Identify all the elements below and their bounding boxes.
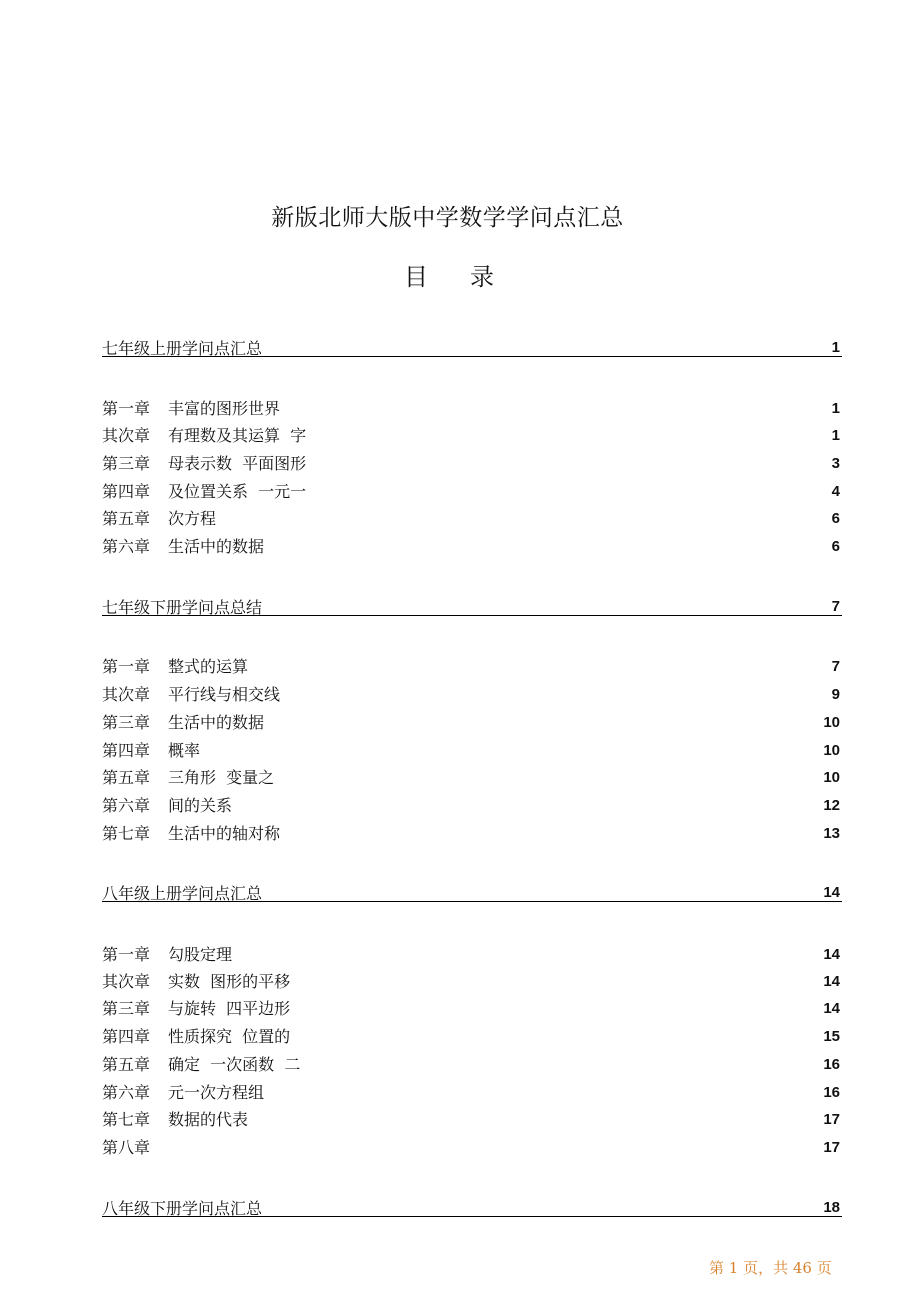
toc-entry-page: 17 <box>823 1111 840 1128</box>
toc-entry-name: 次方程 <box>168 509 217 528</box>
toc-entry[interactable] <box>102 1135 842 1161</box>
toc-entry-chapter: 其次章 <box>102 972 151 991</box>
toc-section-page: 7 <box>831 598 840 615</box>
toc-entry[interactable] <box>102 534 842 560</box>
toc-section-page: 18 <box>823 1199 840 1216</box>
toc-entry-page: 6 <box>831 538 840 555</box>
toc-entry[interactable] <box>102 765 842 791</box>
toc-entry[interactable] <box>102 1024 842 1050</box>
toc-entry[interactable] <box>102 710 842 736</box>
toc-section-row[interactable] <box>102 595 842 616</box>
toc-entry-page: 10 <box>823 769 840 786</box>
toc-entry-page: 9 <box>831 686 840 703</box>
toc-section-row[interactable] <box>102 881 842 902</box>
toc-section-label: 八年级下册学问点汇总 <box>102 1199 263 1218</box>
toc-entry[interactable] <box>102 793 842 819</box>
toc-entry-page: 10 <box>823 742 840 759</box>
toc-entry-chapter: 第一章 <box>102 657 151 676</box>
toc-entry-name: 实数 图形的平移 <box>168 972 291 991</box>
toc-entry-name: 确定 一次函数 二 <box>168 1055 301 1074</box>
page-footer: 第 1 页，共 46 页 <box>709 1259 832 1277</box>
toc-entry-chapter: 第七章 <box>102 824 151 843</box>
toc-heading: 目录 <box>404 263 536 291</box>
toc-entry-chapter: 第四章 <box>102 741 151 760</box>
toc-entry-page: 16 <box>823 1084 840 1101</box>
toc-entry-chapter: 第七章 <box>102 1110 151 1129</box>
toc-entry-page: 14 <box>823 1000 840 1017</box>
toc-entry-page: 13 <box>823 825 840 842</box>
toc-entry-chapter: 第三章 <box>102 999 151 1018</box>
toc-section-row[interactable] <box>102 336 842 357</box>
toc-entry-chapter: 第六章 <box>102 1083 151 1102</box>
toc-entry[interactable] <box>102 479 842 505</box>
toc-entry-chapter: 第三章 <box>102 713 151 732</box>
toc-entry-chapter: 第五章 <box>102 509 151 528</box>
toc-entry-name: 整式的运算 <box>168 657 249 676</box>
toc-entry-chapter: 第一章 <box>102 399 151 418</box>
toc-entry-chapter: 第五章 <box>102 1055 151 1074</box>
toc-entry-name: 性质探究 位置的 <box>168 1027 291 1046</box>
toc-entry-name: 间的关系 <box>168 796 233 815</box>
toc-entry-name: 与旋转 四平边形 <box>168 999 291 1018</box>
toc-entry-chapter: 第六章 <box>102 796 151 815</box>
toc-entry-page: 14 <box>823 946 840 963</box>
toc-section-page: 1 <box>831 339 840 356</box>
toc-entry-chapter: 第一章 <box>102 945 151 964</box>
toc-entry[interactable] <box>102 969 842 995</box>
toc-entry-name: 数据的代表 <box>168 1110 249 1129</box>
toc-entry-page: 15 <box>823 1028 840 1045</box>
toc-section-row[interactable] <box>102 1196 842 1217</box>
toc-entry-page: 16 <box>823 1056 840 1073</box>
toc-entry-name: 三角形 变量之 <box>168 768 275 787</box>
toc-entry-chapter: 第五章 <box>102 768 151 787</box>
toc-section-page: 14 <box>823 884 840 901</box>
toc-entry[interactable] <box>102 506 842 532</box>
toc-entry-name: 母表示数 平面图形 <box>168 454 307 473</box>
toc-entry-page: 3 <box>831 455 840 472</box>
toc-entry-name: 有理数及其运算 字 <box>168 426 307 445</box>
toc-entry[interactable] <box>102 1080 842 1106</box>
toc-section-label: 七年级上册学问点汇总 <box>102 339 263 358</box>
toc-entry-name: 平行线与相交线 <box>168 685 281 704</box>
toc-entry-chapter: 第八章 <box>102 1138 151 1157</box>
toc-entry-chapter: 其次章 <box>102 685 151 704</box>
toc-entry-name: 及位置关系 一元一 <box>168 482 307 501</box>
toc-entry-name: 丰富的图形世界 <box>168 399 281 418</box>
toc-section-label: 八年级上册学问点汇总 <box>102 884 263 903</box>
toc-entry[interactable] <box>102 821 842 847</box>
toc-entry[interactable] <box>102 1107 842 1133</box>
toc-entry-page: 1 <box>831 427 840 444</box>
toc-entry[interactable] <box>102 738 842 764</box>
toc-entry-page: 12 <box>823 797 840 814</box>
toc-entry[interactable] <box>102 396 842 422</box>
toc-entry[interactable] <box>102 942 842 968</box>
toc-entry-page: 7 <box>831 658 840 675</box>
toc-entry[interactable] <box>102 654 842 680</box>
toc-section-label: 七年级下册学问点总结 <box>102 598 263 617</box>
toc-entry-page: 17 <box>823 1139 840 1156</box>
document-title: 新版北师大版中学数学学问点汇总 <box>271 205 624 231</box>
toc-entry-chapter: 第三章 <box>102 454 151 473</box>
toc-entry-page: 1 <box>831 400 840 417</box>
toc-entry-page: 6 <box>831 510 840 527</box>
toc-entry-name: 生活中的轴对称 <box>168 824 281 843</box>
toc-entry-page: 4 <box>831 483 840 500</box>
toc-entry-page: 10 <box>823 714 840 731</box>
toc-entry[interactable] <box>102 682 842 708</box>
toc-entry-name: 生活中的数据 <box>168 713 265 732</box>
toc-entry[interactable] <box>102 451 842 477</box>
toc-entry[interactable] <box>102 423 842 449</box>
toc-entry-chapter: 其次章 <box>102 426 151 445</box>
toc-entry-name: 生活中的数据 <box>168 537 265 556</box>
toc-entry-name: 元一次方程组 <box>168 1083 265 1102</box>
toc-entry-chapter: 第四章 <box>102 1027 151 1046</box>
toc-entry-name: 概率 <box>168 741 201 760</box>
toc-entry-chapter: 第四章 <box>102 482 151 501</box>
toc-entry-page: 14 <box>823 973 840 990</box>
toc-entry-chapter: 第六章 <box>102 537 151 556</box>
toc-entry-name: 勾股定理 <box>168 945 233 964</box>
toc-entry[interactable] <box>102 1052 842 1078</box>
toc-entry[interactable] <box>102 996 842 1022</box>
